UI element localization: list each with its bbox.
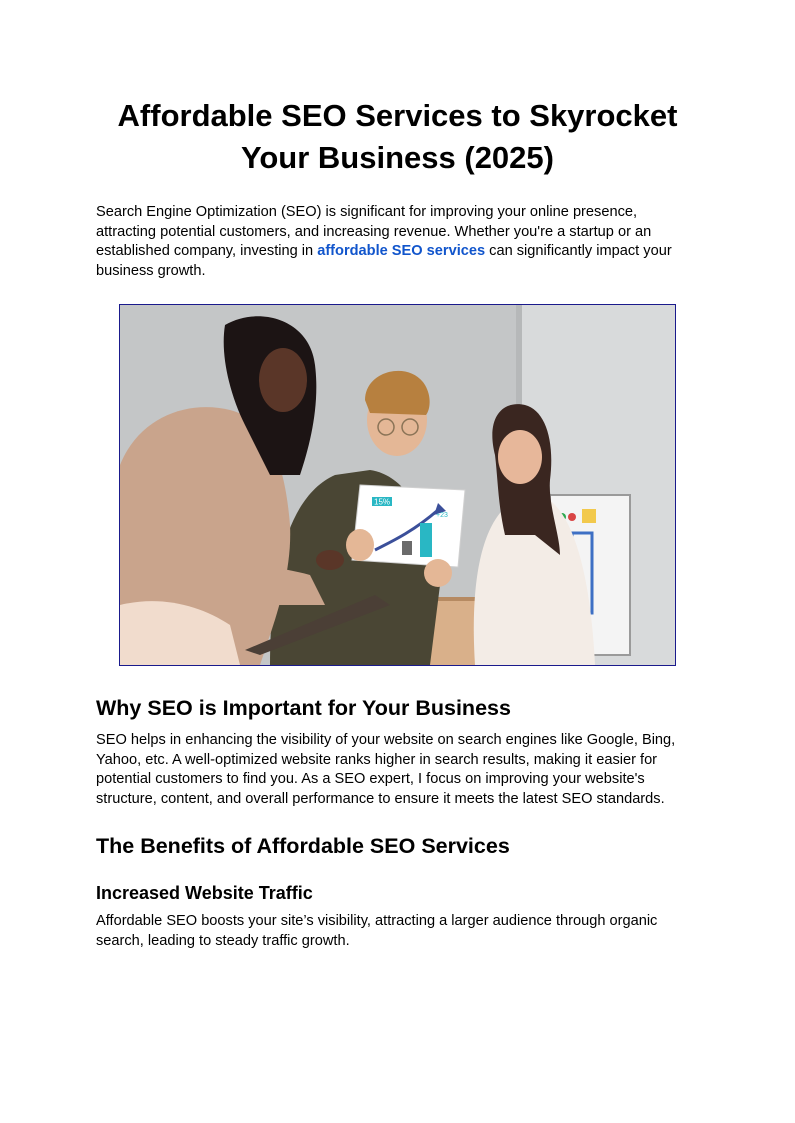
team-photo [119,304,676,666]
chart-card-badge: 15% [374,497,391,507]
section-heading-why-seo: Why SEO is Important for Your Business [96,696,511,720]
intro-text-after-link: can significantly impact your business growth. [96,243,672,279]
subsection-heading-increased-traffic: Increased Website Traffic [96,883,313,903]
subsection-body-increased-traffic: Affordable SEO boosts your site’s visibility, attracting a larger audience through organic search, leading to steady traffic growth. [96,913,658,949]
page-title: Affordable SEO Services to Skyrocket Your Business (2025) [117,98,678,175]
section-heading-benefits: The Benefits of Affordable SEO Services [96,834,510,858]
section-body-why-seo: SEO helps in enhancing the visibility of your website on search engines like Google, Bing, Yahoo, etc. A well-optimized website ranks higher in search results, making it easier for potential customers to find you. As a SEO expert, I focus on improving your website's structure, content, and overall performance to ensure it meets the latest SEO standards. [96,732,676,807]
affordable-seo-services-link[interactable]: affordable SEO services [317,243,486,259]
chart-card-value: +23 [436,512,448,519]
intro-text-before-link: Search Engine Optimization (SEO) is significant for improving your online presence, attracting potential customers, and increasing revenue. Whether you're a startup or an established company, investing in [96,204,652,259]
intro-paragraph [96,203,696,281]
